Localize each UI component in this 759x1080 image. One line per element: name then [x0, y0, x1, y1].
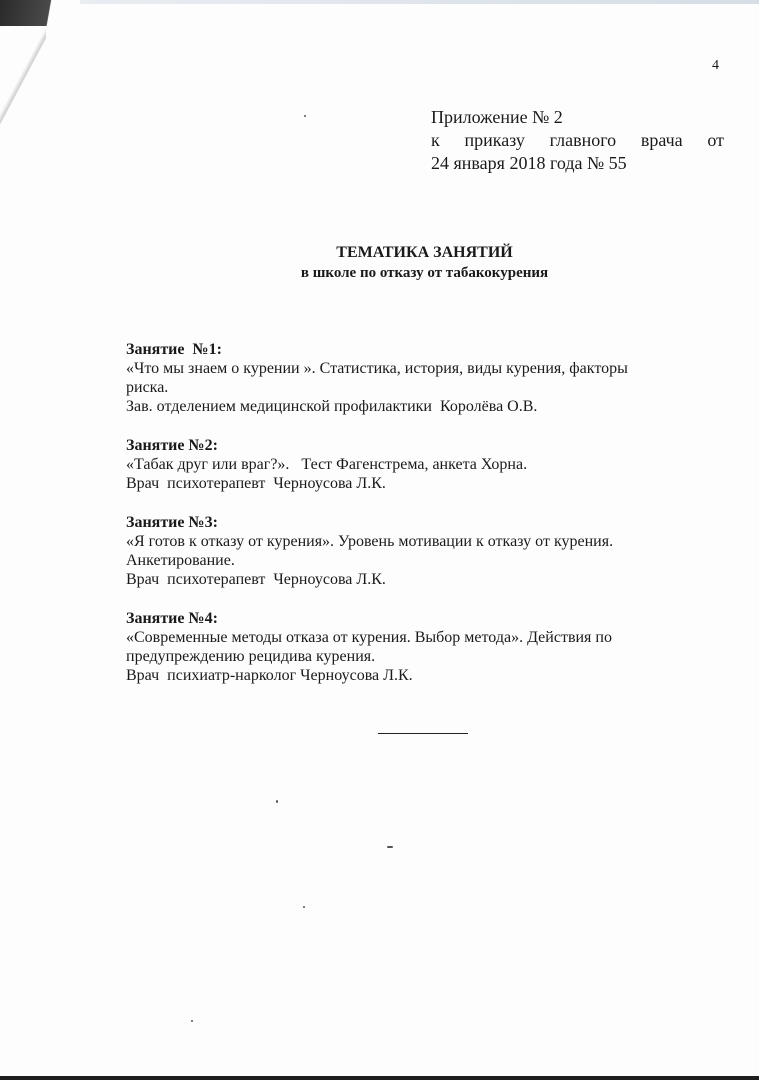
- lesson-topic: «Что мы знаем о курении ». Статистика, история, виды курения, факторы: [126, 360, 628, 377]
- scan-speck: [191, 1020, 193, 1022]
- scan-speck: [304, 115, 306, 117]
- lesson-1: [126, 340, 716, 416]
- lesson-4: [126, 609, 716, 685]
- scan-speck: [387, 846, 393, 848]
- lesson-heading: Занятие №3:: [126, 514, 218, 531]
- appendix-word: от: [707, 130, 724, 150]
- lesson-topic: Анкетирование.: [126, 552, 235, 569]
- scan-top-edge: [80, 0, 759, 4]
- lesson-presenter: Зав. отделением медицинской профилактики Королёва О.В.: [126, 398, 538, 415]
- appendix-word: к: [431, 130, 440, 150]
- lessons-list: [126, 340, 716, 705]
- lesson-topic: «Современные методы отказа от курения. Выбор метода». Действия по: [126, 629, 612, 646]
- appendix-word: приказу: [464, 130, 525, 150]
- scan-speck: [276, 800, 278, 803]
- end-divider: [378, 733, 468, 734]
- lesson-presenter: Врач психотерапевт Черноусова Л.К.: [126, 475, 386, 492]
- scan-speck: [303, 906, 305, 908]
- lesson-presenter: Врач психотерапевт Черноусова Л.К.: [126, 571, 386, 588]
- appendix-header: [431, 106, 724, 175]
- appendix-number: Приложение № 2: [431, 107, 563, 127]
- lesson-2: [126, 436, 716, 493]
- lesson-heading: Занятие №4:: [126, 610, 218, 627]
- appendix-word: главного: [549, 130, 617, 150]
- lesson-topic: «Я готов к отказу от курения». Уровень мотивации к отказу от курения.: [126, 533, 614, 550]
- lesson-topic: «Табак друг или враг?». Тест Фагенстрема, анкета Хорна.: [126, 456, 528, 473]
- lesson-3: [126, 513, 716, 589]
- lesson-heading: Занятие №1:: [126, 341, 222, 358]
- appendix-word: врача: [640, 130, 683, 150]
- lesson-presenter: Врач психиатр-нарколог Черноусова Л.К.: [126, 667, 413, 684]
- lesson-topic: предупреждению рецидива курения.: [126, 648, 376, 665]
- scan-edge-line: [0, 0, 46, 160]
- document-subtitle: в школе по отказу от табакокурения: [300, 265, 549, 281]
- lesson-heading: Занятие №2:: [126, 437, 218, 454]
- appendix-date: 24 января 2018 года № 55: [431, 153, 627, 173]
- lesson-topic: риска.: [126, 379, 169, 396]
- document-title-block: [0, 242, 759, 283]
- page-number: 4: [712, 58, 719, 73]
- scan-bottom-edge: [0, 1076, 759, 1080]
- appendix-order-line: [431, 129, 724, 152]
- document-title: ТЕМАТИКА ЗАНЯТИЙ: [336, 244, 513, 261]
